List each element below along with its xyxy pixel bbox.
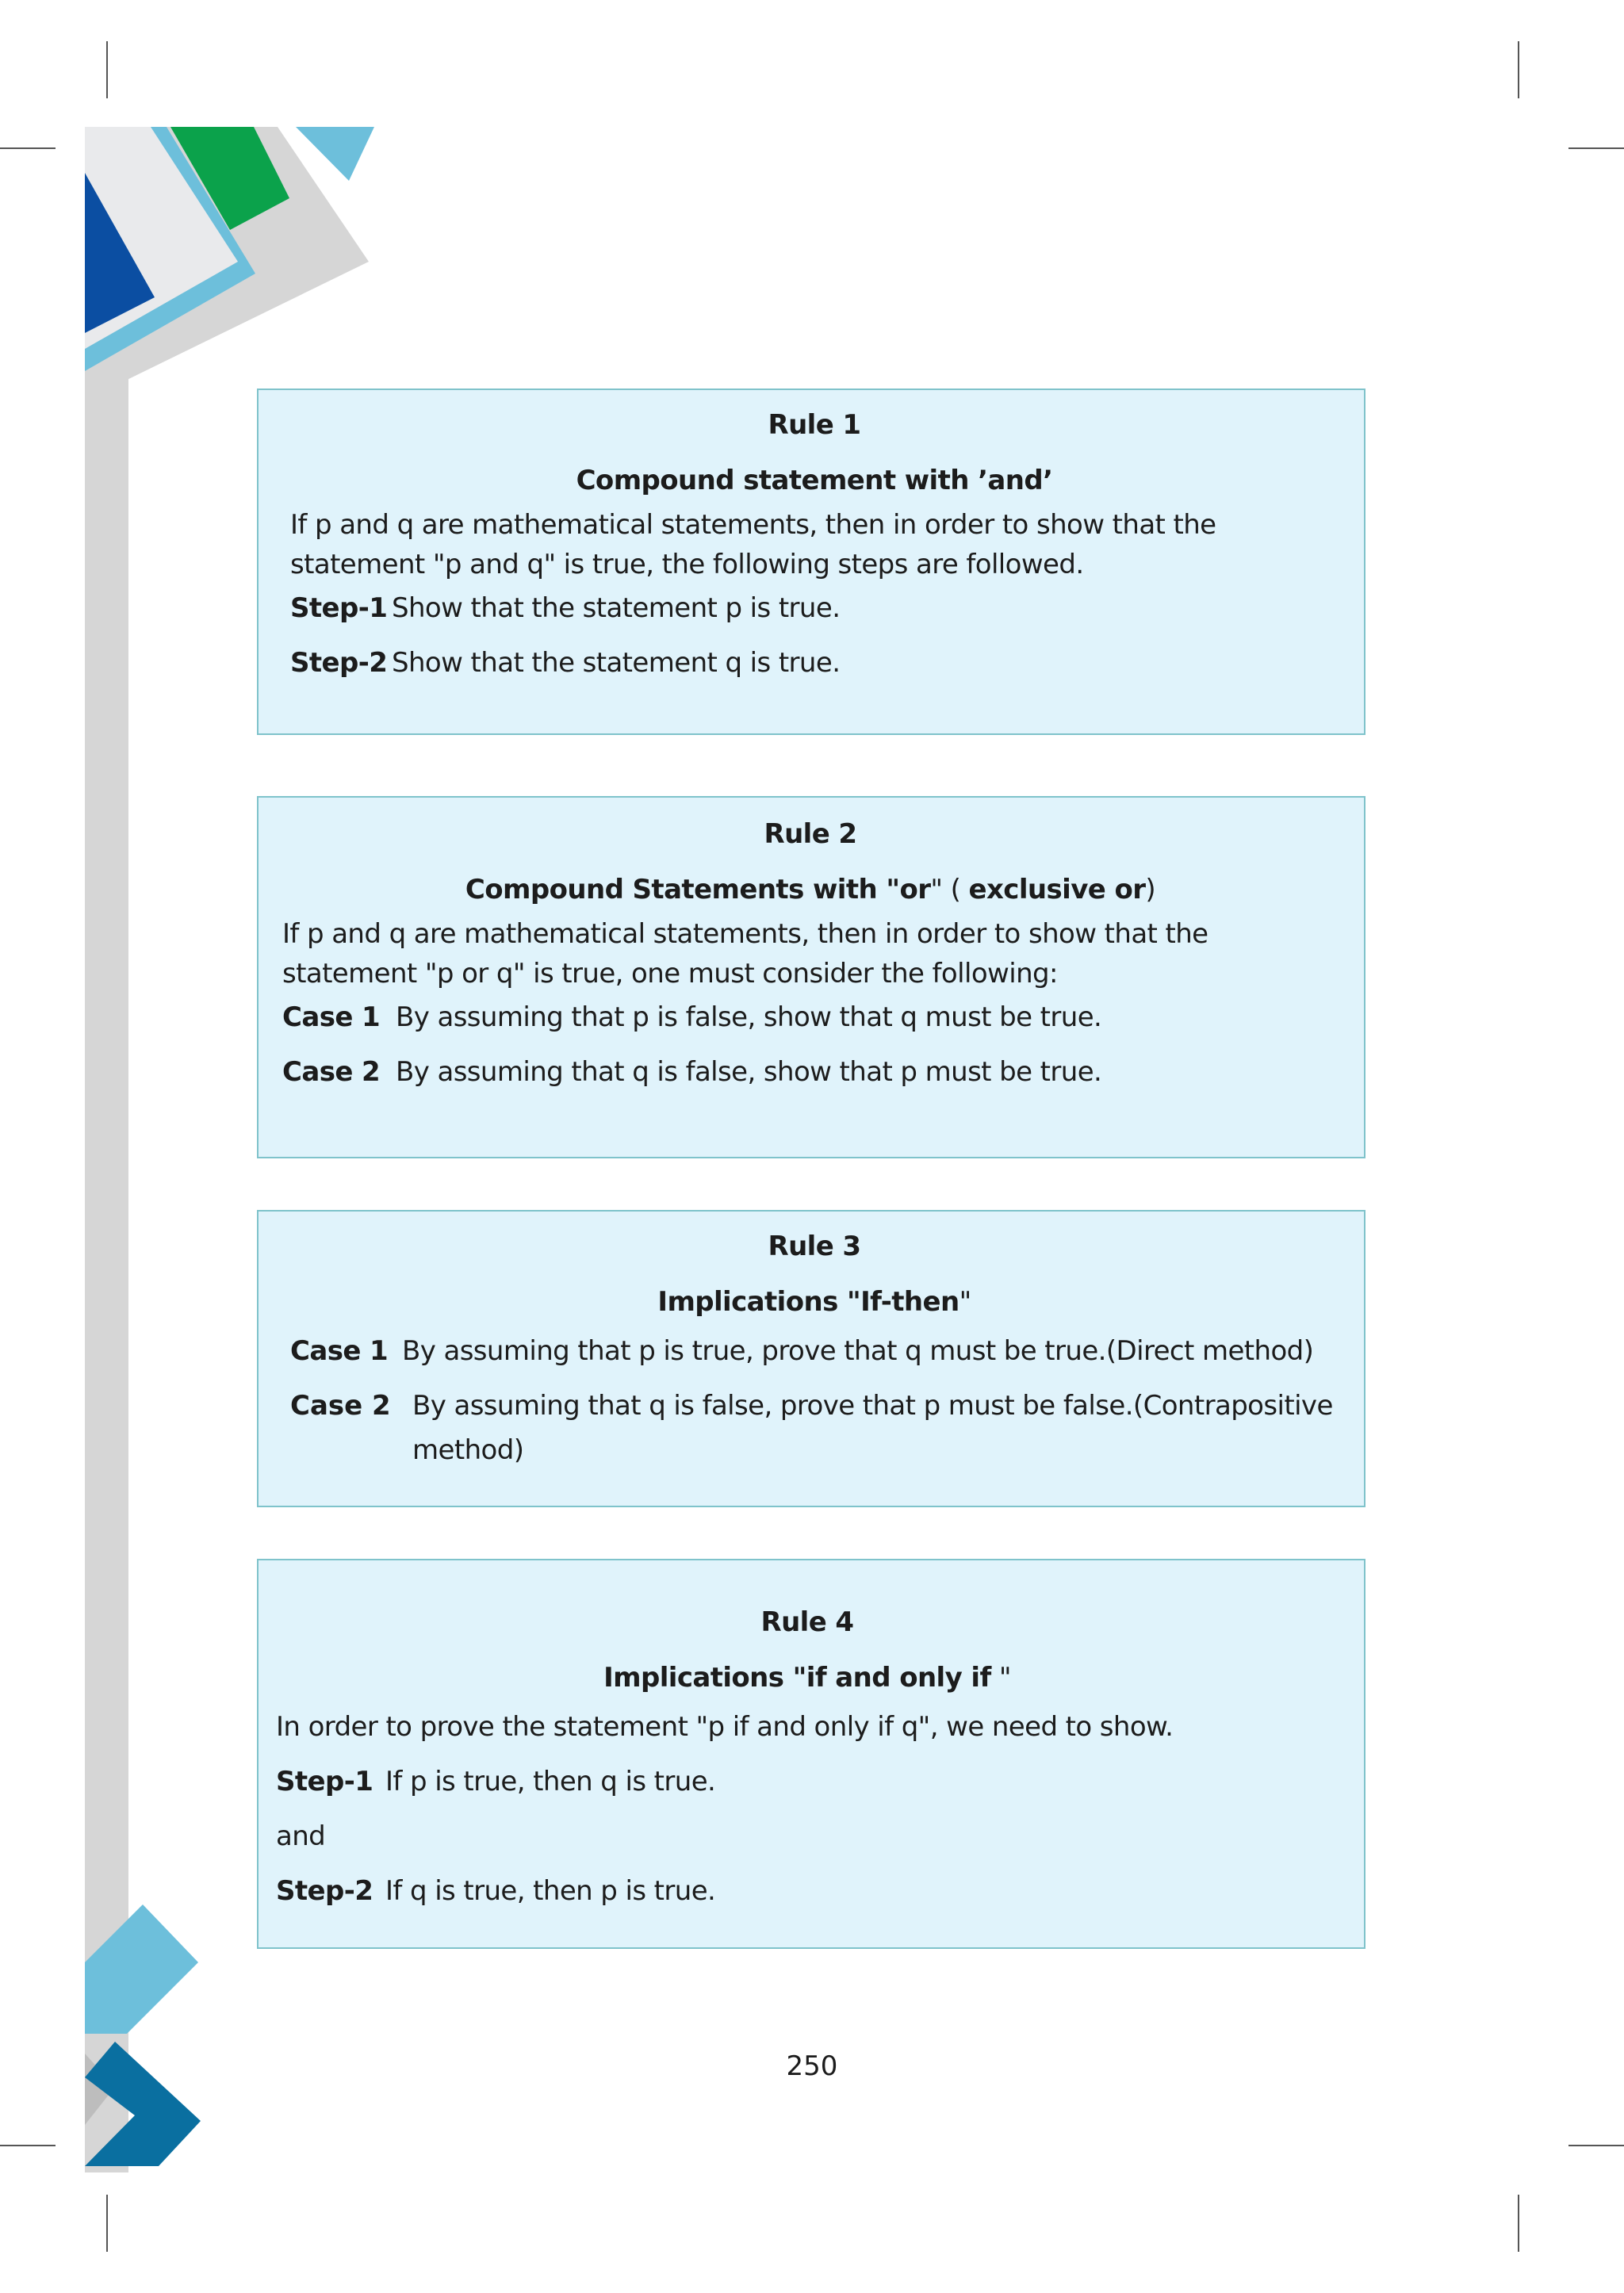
crop-mark-top-right-v	[1518, 41, 1519, 98]
rule-1-intro-line-2: statement "p and q" is true, the following steps are followed.	[290, 549, 1084, 580]
rule-4-box	[257, 1559, 1365, 1949]
rule-3-title: Rule 3	[768, 1231, 861, 1262]
rule-2-case-1	[282, 1001, 1339, 1034]
rule-3-box	[257, 1210, 1365, 1507]
rule-1-title: Rule 1	[768, 409, 861, 441]
sidebar-strip	[85, 373, 128, 2172]
rule-3-case-1	[290, 1334, 1339, 1368]
rule-4-intro: In order to prove the statement "p if and only if q", we need to show.	[276, 1711, 1174, 1743]
rule-3-subtitle: Implications "If-then"	[657, 1286, 971, 1318]
case-text: By assuming that p is true, prove that q must be true.(Direct method)	[402, 1335, 1314, 1367]
case-text: By assuming that q is false, show that p must be true.	[396, 1056, 1102, 1088]
case-text: By assuming that p is false, show that q must be true.	[396, 1001, 1102, 1033]
case-text-continued: method)	[412, 1434, 524, 1466]
rule-2-subtitle: Compound Statements with "or" ( exclusive or)	[465, 874, 1156, 905]
rule-2-title: Rule 2	[764, 818, 857, 850]
crop-mark-bottom-right-v	[1518, 2195, 1519, 2252]
crop-mark-bottom-left-v	[106, 2195, 108, 2252]
rule-2-box	[257, 796, 1365, 1158]
rule-1-box	[257, 389, 1365, 735]
step-text: If p is true, then q is true.	[385, 1766, 716, 1797]
step-text: Show that the statement q is true.	[392, 647, 841, 679]
rule-1-subtitle: Compound statement with ’and’	[576, 465, 1053, 496]
case-label: Case 2	[290, 1390, 391, 1422]
rule-4-title: Rule 4	[760, 1606, 854, 1638]
crop-mark-top-right-h	[1568, 147, 1624, 149]
case-label: Case 1	[290, 1335, 389, 1367]
case-label: Case 2	[282, 1056, 381, 1088]
rule-4-step-2	[276, 1874, 1339, 1908]
rule-2-intro-line-2: statement "p or q" is true, one must consider the following:	[282, 958, 1058, 990]
rule-4-connector: and	[276, 1820, 326, 1852]
rule-4-subtitle: Implications "if and only if "	[603, 1662, 1011, 1694]
rule-3-case-2	[290, 1389, 1339, 1467]
step-label: Step-1	[290, 592, 388, 624]
page-number: 250	[786, 2050, 838, 2082]
top-corner-decoration	[0, 0, 381, 412]
case-text: By assuming that q is false, prove that p must be false.(Contrapositive	[412, 1390, 1333, 1422]
step-label: Step-2	[290, 647, 388, 679]
step-label: Step-2	[276, 1875, 373, 1907]
rule-2-case-2	[282, 1055, 1339, 1089]
step-text: Show that the statement p is true.	[392, 592, 841, 624]
rule-4-step-1	[276, 1765, 1339, 1798]
step-label: Step-1	[276, 1766, 373, 1797]
step-text: If q is true, then p is true.	[385, 1875, 716, 1907]
crop-mark-bottom-left-h	[0, 2145, 56, 2146]
rule-2-intro-line-1: If p and q are mathematical statements, then in order to show that the	[282, 918, 1208, 950]
rule-1-step-1	[290, 591, 1339, 625]
rule-1-step-2	[290, 646, 1339, 679]
case-label: Case 1	[282, 1001, 381, 1033]
rule-1-intro-line-1: If p and q are mathematical statements, then in order to show that the	[290, 509, 1216, 541]
crop-mark-bottom-right-h	[1568, 2145, 1624, 2146]
